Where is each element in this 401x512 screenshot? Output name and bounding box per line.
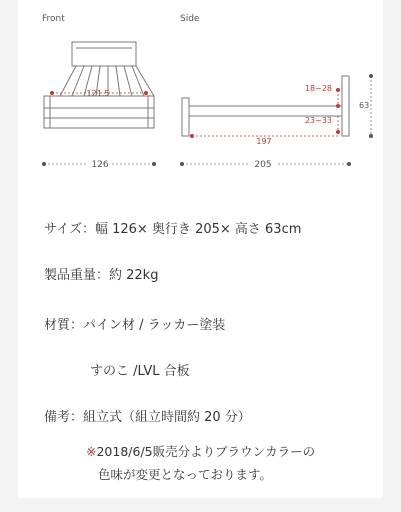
front-total-dot-right [152,162,156,166]
front-footboard [44,96,154,128]
side-headboard-post [342,76,349,136]
front-inner-dot-right [144,91,148,95]
color-change-note [86,440,315,486]
front-total-dot-left [42,162,46,166]
side-total-length-label: 205 [254,160,272,170]
spec-size: サイズ：幅 126× 奥行き 205× 高さ 63cm [44,222,302,237]
front-inner-width-label: 121.5 [86,89,110,98]
side-height-label: 63 [359,101,370,110]
side-inner-length-label: 197 [256,137,272,146]
side-frame-rail [189,106,342,116]
front-total-width-label: 126 [91,160,109,170]
spec-material: 材質：パイン材 / ラッカー塗装 [44,318,226,333]
front-headboard [72,42,136,66]
side-view-drawing [168,28,378,178]
spec-material-slats: すのこ /LVL 合板 [90,364,190,379]
product-spec-card [18,0,383,498]
note-mark: ※ [86,444,97,459]
side-lower-range-label: 23~33 [304,116,332,125]
note-line-1-text: 2018/6/5販売分よりブラウンカラーの [96,444,316,459]
side-upper-range-label: 18~28 [304,84,332,93]
spec-weight: 製品重量：約 22kg [44,268,159,283]
front-view-drawing [18,28,188,178]
side-footboard-post [182,98,189,136]
front-inner-dot-left [50,91,54,95]
spec-remarks: 備考：組立式（組立時間約 20 分） [44,410,251,425]
note-line-2: 色味が変更となっております。 [98,467,273,482]
front-view-label: Front [42,14,65,24]
side-view-label: Side [180,14,200,24]
note-line-1 [86,440,315,463]
